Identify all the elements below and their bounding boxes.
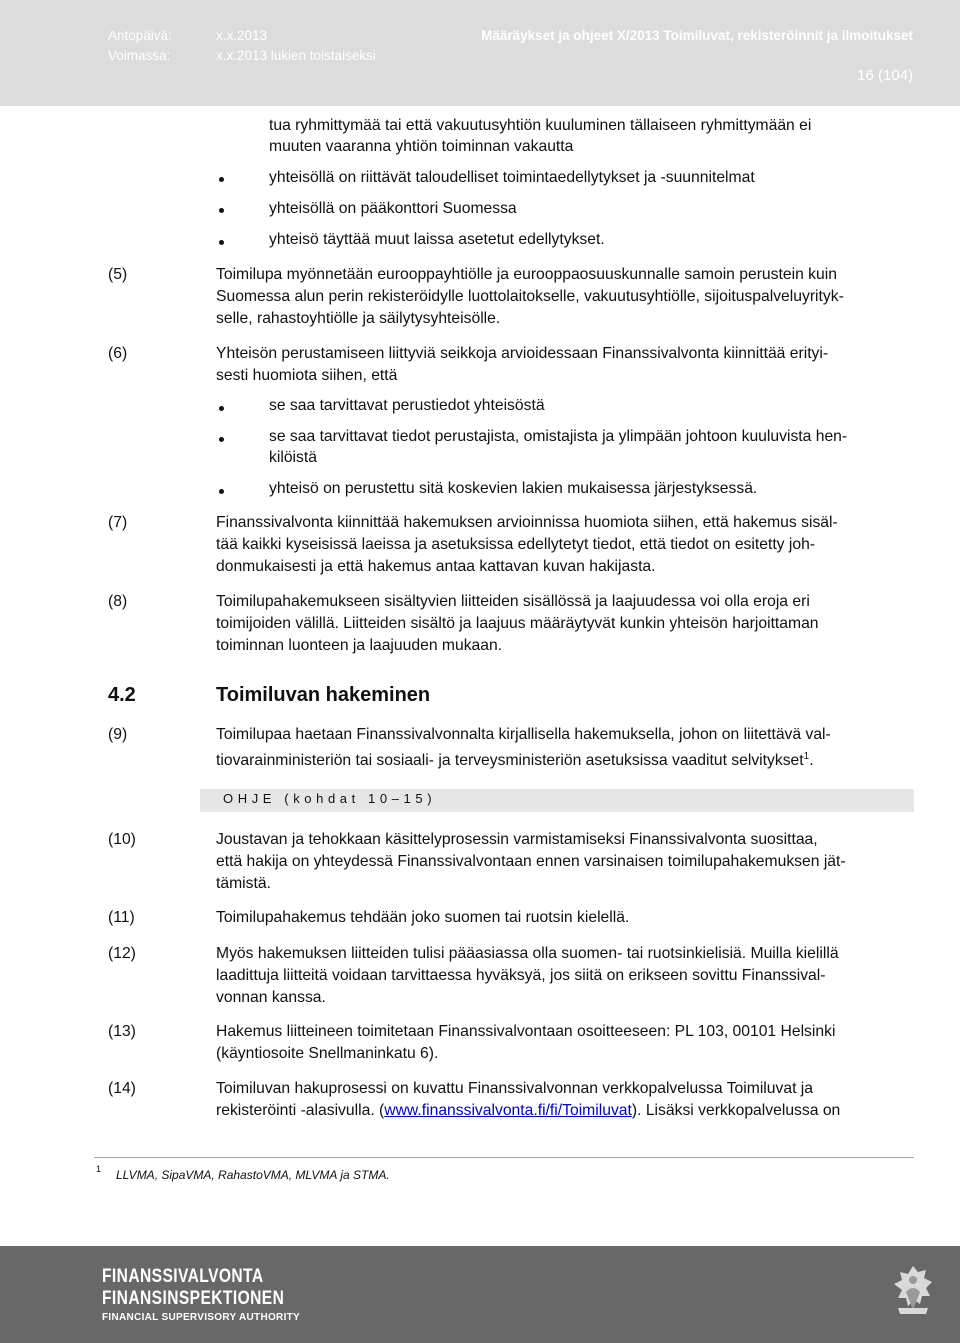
text-line: Toimilupahakemus tehdään joko suomen tai ruotsin kielellä. [216,909,630,926]
footnote-divider [94,1157,914,1158]
text-line: tää kaikki kyseisissä laeissa ja asetuksissa edellytetyt tiedot, että tiedot on esitetty joh- [216,536,816,553]
text-line: Joustavan ja tehokkaan käsittelyprosessin varmistamiseksi Finanssivalvonta suosittaa, [216,831,818,848]
text-line [216,746,814,772]
bullet-icon [219,406,224,411]
text-line: tua ryhmittymää tai että vakuutusyhtiön kuuluminen tällaiseen ryhmittymään ei [269,117,812,134]
logo-line-sv: FINANSINSPEKTIONEN [102,1288,285,1309]
guideline-banner-label: OHJE (kohdat 10–15) [223,791,437,806]
text-line: Hakemus liitteineen toimitetaan Finanssivalvontaan osoitteeseen: PL 103, 00101 Helsinki [216,1023,836,1040]
logo-line-fi: FINANSSIVALVONTA [102,1266,264,1287]
text-line: (käyntiosoite Snellmaninkatu 6). [216,1045,439,1062]
text-line: tämistä. [216,875,271,892]
sentence-end: . [809,752,814,770]
bullet-icon [219,240,224,245]
valid-from-value: x.x.2013 lukien toistaiseksi [216,48,376,63]
text-line: Toimilupahakemukseen sisältyvien liitteiden sisällössä ja laajuudessa voi olla eroja eri [216,593,810,610]
paragraph-number: (7) [108,514,128,531]
list-item: yhteisöllä on pääkonttori Suomessa [269,200,517,217]
text-line: että hakija on yhteydessä Finanssivalvontaan ennen varsinaisen toimilupahakemuksen jät- [216,853,846,870]
list-item: se saa tarvittavat tiedot perustajista, omistajista ja ylimpään johtoon kuuluvista hen- [269,428,848,445]
issue-date-value: x.x.2013 [216,28,268,43]
list-item: yhteisöllä on riittävät taloudelliset toimintaedellytykset ja -suunnitelmat [269,169,755,186]
page-footer [0,1246,960,1343]
paragraph-number: (6) [108,345,128,362]
paragraph-number: (8) [108,593,128,610]
paragraph-number: (9) [108,726,128,743]
text-line: Yhteisön perustamiseen liittyviä seikkoja arvioidessaan Finanssivalvonta kiinnittää erityi- [216,345,829,362]
logo-line-en: FINANCIAL SUPERVISORY AUTHORITY [102,1312,301,1323]
text-line: laadittuja liitteitä voidaan tarvittaessa hyväksyä, jos siitä on erikseen sovittu Finanssival- [216,967,826,984]
paragraph-number: (10) [108,831,136,848]
issue-date-label: Antopäivä: [108,28,172,43]
text-line-content: rekisteröinti -alasivulla. ( [216,1102,385,1119]
text-line: Finanssivalvonta kiinnittää hakemuksen arvioinnissa huomiota siihen, että hakemus sisäl- [216,514,838,531]
footnote-text: LLVMA, SipaVMA, RahastoVMA, MLVMA ja STMA. [116,1168,390,1182]
footnote-ref[interactable]: 1 [803,751,810,762]
page-number: 16 (104) [857,67,913,84]
list-item: yhteisö on perustettu sitä koskevien lakien mukaisessa järjestyksessä. [269,480,758,497]
list-item: yhteisö täyttää muut laissa asetetut edellytykset. [269,231,605,248]
text-line-content: ). Lisäksi verkkopalvelussa on [631,1102,841,1119]
toimiluvat-link[interactable]: www.finanssivalvonta.fi/fi/Toimiluvat [384,1102,632,1119]
text-line: Suomessa alun perin rekisteröidylle luottolaitokselle, vakuutusyhtiölle, sijoituspalveluyrityk- [216,288,844,305]
paragraph-number: (5) [108,266,128,283]
text-line: donmukaisesti ja että hakemus antaa kattavan kuvan hakijasta. [216,558,656,575]
valid-from-label: Voimassa: [108,48,171,63]
bullet-icon [219,177,224,182]
text-line: Toimilupa myönnetään eurooppayhtiölle ja eurooppaosuuskunnalle samoin perustein kuin [216,266,837,283]
paragraph-number: (12) [108,945,136,962]
paragraph-number: (14) [108,1080,136,1097]
document-title: Määräykset ja ohjeet X/2013 Toimiluvat, rekisteröinnit ja ilmoitukset [481,28,913,43]
text-line: muuten vaaranna yhtiön toiminnan vakautta [269,138,574,155]
section-number: 4.2 [108,684,136,706]
section-title: Toimiluvan hakeminen [216,684,431,706]
text-line: toiminnan luonteen ja laajuuden mukaan. [216,637,503,654]
bullet-icon [219,437,224,442]
text-line-content: tiovarainministeriön tai sosiaali- ja terveysministeriön asetuksissa vaaditut selvitykset [216,752,804,770]
text-line [216,1100,840,1122]
text-line: Toimiluvan hakuprosessi on kuvattu Finanssivalvonnan verkkopalvelussa Toimiluvat ja [216,1080,814,1097]
lion-crest-icon [888,1262,938,1322]
text-line: sesti huomiota siihen, että [216,367,398,384]
text-line: Myös hakemuksen liitteiden tulisi pääasiassa olla suomen- tai ruotsinkielisiä. Muilla kielillä [216,945,839,962]
list-item: se saa tarvittavat perustiedot yhteisöstä [269,397,545,414]
bullet-icon [219,489,224,494]
footnote-mark: 1 [96,1164,102,1174]
paragraph-number: (11) [108,909,135,926]
text-line: selle, rahastoyhtiölle ja säilytysyhteisölle. [216,310,501,327]
list-item: kilöistä [269,449,317,466]
paragraph-number: (13) [108,1023,136,1040]
text-line: toimijoiden välillä. Liitteiden sisältö ja laajuus määräytyvät kunkin yhteisön harjoittaman [216,615,819,632]
page-header [0,0,960,106]
text-line: Toimilupaa haetaan Finanssivalvonnalta kirjallisella hakemuksella, johon on liitettävä val- [216,726,831,743]
text-line: vonnan kanssa. [216,989,326,1006]
bullet-icon [219,208,224,213]
